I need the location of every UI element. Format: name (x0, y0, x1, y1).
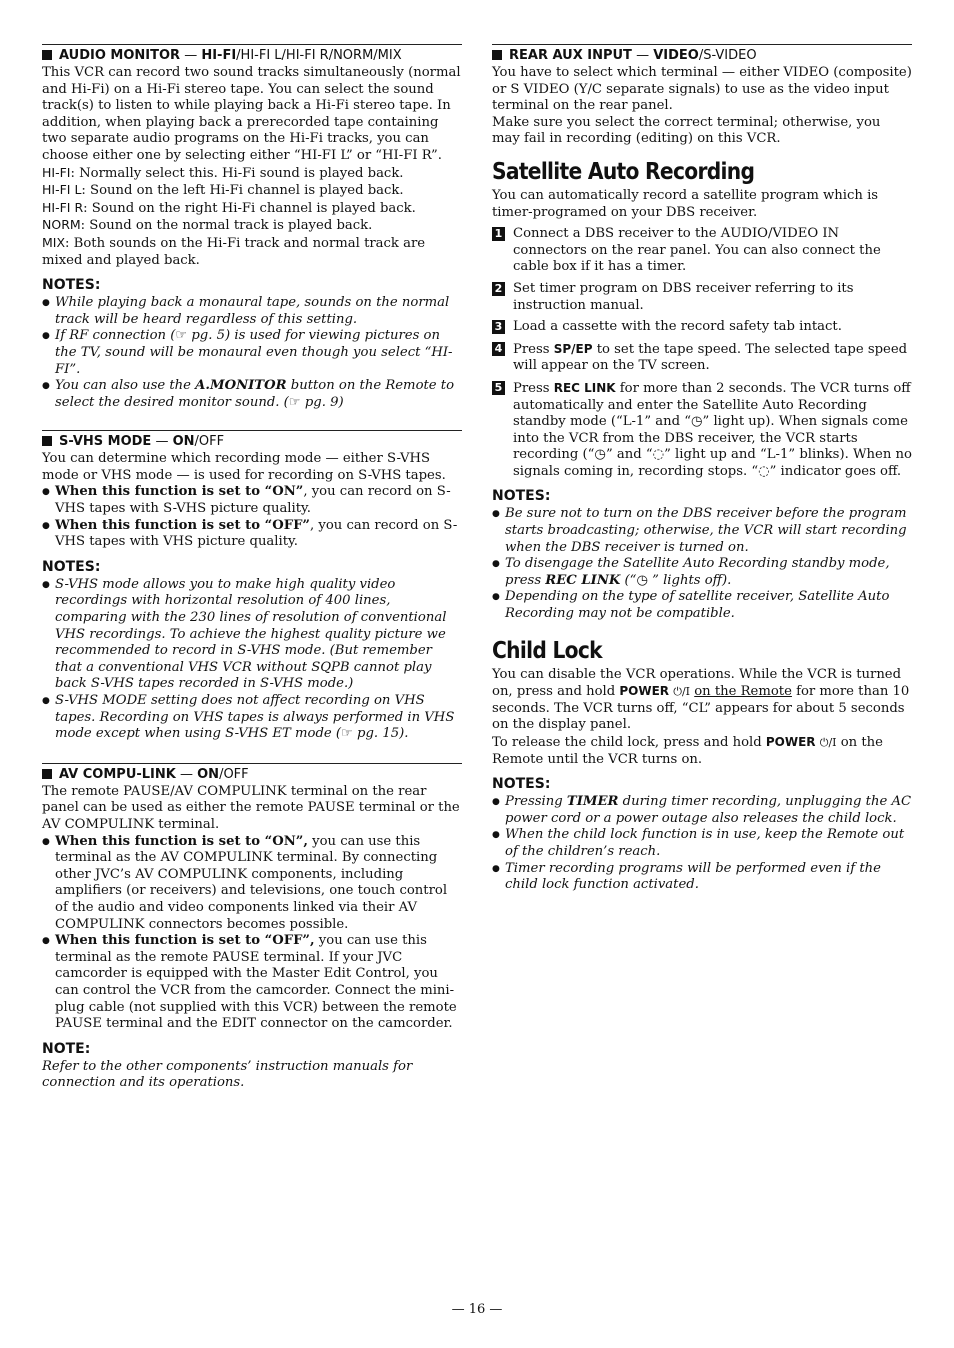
term-hifi: HI-FI: Normally select this. Hi-Fi sound is played back. (42, 164, 404, 181)
av-compulink-heading: AV COMPU-LINK — ON/OFF (42, 763, 462, 783)
term-hifi-l: HI-FI L: Sound on the left Hi-Fi channel is played back. (42, 182, 404, 199)
satellite-step-1: 1 Connect a DBS receiver to the AUDIO/VIDEO IN connectors on the rear panel. You can also connect the cable box if it has a timer. (492, 226, 912, 276)
rear-aux-para-2: Make sure you select the correct terminal; otherwise, you may fail in recording (editing) on this VCR. (492, 114, 881, 147)
satellite-note-1: ● Be sure not to turn on the DBS receiver before the program starts broadcasting; otherwise, the VCR will start recording when the DBS receiver is turned on. (492, 506, 912, 556)
sat-indicator-icon: ◌ (652, 447, 665, 463)
satellite-step-5: 5 Press REC LINK for more than 2 seconds. The VCR turns off automatically and enter the Satellite Auto Recording standby mode (“L-1” and “◷” light up). When signals come into the VCR from the DBS receiver, the VCR starts recording (“◷” and “◌” light up and “L-1” blinks). When no signals coming in, recording stops. “◌” indicator goes off. (492, 380, 912, 481)
step-number: 4 (492, 342, 505, 356)
av-compulink-note: Refer to the other components’ instruction manuals for connection and its operations. (42, 1058, 413, 1091)
step-number: 1 (492, 227, 505, 241)
satellite-step-3: 3 Load a cassette with the record safety tab intact. (492, 319, 912, 336)
av-compulink-bullet-on: ● When this function is set to “ON”, you can use this terminal as the AV COMPULINK terminal. By connecting other JVC’s AV COMPULINK components, including amplifiers (or receivers) and televisions, one touch control of the audio and video components linked via their AV COMPULINK connectors becomes possible. (42, 834, 462, 934)
timer-icon: ◷ (636, 572, 648, 588)
child-lock-notes-heading: NOTES: (492, 776, 551, 793)
square-bullet-icon (42, 436, 52, 446)
satellite-note-2: ● To disengage the Satellite Auto Recording standby mode, press REC LINK (“◷ ” lights off). (492, 556, 912, 589)
page-number: — 16 — (451, 1302, 503, 1317)
timer-icon: ◷ (691, 414, 703, 430)
square-bullet-icon (42, 50, 52, 60)
square-bullet-icon (42, 769, 52, 779)
child-lock-para-2: To release the child lock, press and hold POWER ⏻/I on the Remote until the VCR turns on. (492, 735, 883, 767)
audio-note-2: ● If RF connection (☞ pg. 5) is used for viewing pictures on the TV, sound will be monaural even though you select “HI-FI”. (42, 328, 462, 378)
av-compulink-bullet-off: ● When this function is set to “OFF”, you can use this terminal as the remote PAUSE terminal. If your JVC camcorder is equipped with the Master Edit Control, you can control the VCR from the camcorder. Connect the mini-plug cable (not supplied with this VCR) between the remote PAUSE terminal and the EDIT connector on the camcorder. (42, 933, 462, 1033)
av-compulink-intro: The remote PAUSE/AV COMPULINK terminal on the rear panel can be used as either the remote PAUSE terminal or the AV COMPULINK terminal. (42, 783, 460, 832)
power-icon: ⏻/I (673, 685, 691, 699)
audio-monitor-intro: This VCR can record two sound tracks simultaneously (normal and Hi-Fi) on a Hi-Fi stereo tape. You can select the sound track(s) to listen to while playing back a Hi-Fi stereo tape. In addition, when playing back a prerecorded tape containing two separate audio programs on the Hi-Fi tracks, you can choose either one by selecting either “HI-FI L” or “HI-FI R”. (42, 65, 461, 163)
svhs-notes-heading: NOTES: (42, 558, 101, 575)
step-number: 3 (492, 320, 505, 334)
audio-monitor-options: /HI-FI L/HI-FI R/NORM/MIX (236, 48, 402, 63)
child-lock-note-1: ● Pressing TIMER during timer recording, unplugging the AC power cord or a power outage also releases the child lock. (492, 794, 912, 827)
svhs-mode-heading: S-VHS MODE — ON/OFF (42, 430, 462, 450)
child-lock-para-1: You can disable the VCR operations. While the VCR is turned on, press and hold POWER ⏻/I on the Remote for more than 10 seconds. The VCR turns off, “CL” appears for about 5 seconds on the display panel. (492, 666, 910, 733)
child-lock-note-3: ● Timer recording programs will be performed even if the child lock function activated. (492, 861, 912, 894)
audio-note-1: ● While playing back a monaural tape, sounds on the normal track will be heard regardless of this setting. (42, 295, 462, 328)
timer-icon: ◷ (594, 447, 606, 463)
svhs-bullet-off: ● When this function is set to “OFF”, you can record on S-VHS tapes with VHS picture quality. (42, 518, 462, 551)
svhs-bullet-on: ● When this function is set to “ON”, you can record on S-VHS tapes with S-VHS picture quality. (42, 484, 462, 517)
term-norm: NORM: Sound on the normal track is played back. (42, 217, 373, 234)
audio-notes-heading: NOTES: (42, 277, 101, 294)
rear-aux-para-1: You have to select which terminal — either VIDEO (composite) or S VIDEO (Y/C separate signals) to use as the video input terminal on the rear panel. (492, 65, 912, 114)
av-compulink-note-heading: NOTE: (42, 1040, 91, 1057)
step-number: 2 (492, 282, 505, 296)
audio-monitor-title: AUDIO MONITOR (59, 48, 181, 63)
audio-monitor-default: HI-FI (201, 48, 237, 63)
sat-indicator-icon: ◌ (758, 463, 770, 479)
audio-note-3: ● You can also use the A.MONITOR button on the Remote to select the desired monitor sound. (☞ pg. 9) (42, 378, 462, 411)
step-number: 5 (492, 381, 505, 395)
satellite-heading: Satellite Auto Recording (492, 158, 755, 185)
term-hifi-r: HI-FI R: Sound on the right Hi-Fi channel is played back. (42, 199, 416, 216)
left-column (42, 44, 462, 1092)
rear-aux-heading: REAR AUX INPUT — VIDEO/S-VIDEO (492, 44, 912, 64)
svhs-note-1: ● S-VHS mode allows you to make high quality video recordings with horizontal resolution of 400 lines, comparing with the 230 lines of resolution of conventional VHS recordings. To achieve the highest quality picture we recommended to record in S-VHS mode. (But remember that a conventional VHS VCR without SQPB cannot play back S-VHS tapes recorded in S-VHS mode.) (42, 577, 462, 693)
term-mix: MIX: Both sounds on the Hi-Fi track and normal track are mixed and played back. (42, 234, 426, 268)
child-lock-heading: Child Lock (492, 637, 602, 664)
pointer-icon: ☞ (175, 328, 188, 344)
satellite-intro: You can automatically record a satellite program which is timer-programed on your DBS receiver. (492, 187, 879, 220)
svhs-note-2: ● S-VHS MODE setting does not affect recording on VHS tapes. Recording on VHS tapes is always performed in VHS mode except when using S-VHS ET mode (☞ pg. 15). (42, 693, 462, 743)
child-lock-note-2: ● When the child lock function is in use, keep the Remote out of the children’s reach. (492, 827, 912, 860)
satellite-notes-heading: NOTES: (492, 488, 551, 505)
svhs-intro: You can determine which recording mode — either S-VHS mode or VHS mode — is used for recording on S-VHS tapes. (42, 451, 446, 483)
audio-monitor-heading: AUDIO MONITOR — HI-FI/HI-FI L/HI-FI R/NORM/MIX (42, 44, 462, 64)
satellite-step-2: 2 Set timer program on DBS receiver referring to its instruction manual. (492, 281, 912, 314)
pointer-icon: ☞ (288, 394, 301, 410)
satellite-note-3: ● Depending on the type of satellite receiver, Satellite Auto Recording may not be compatible. (492, 589, 912, 622)
pointer-icon: ☞ (341, 726, 353, 742)
satellite-step-4: 4 Press SP/EP to set the tape speed. The selected tape speed will appear on the TV screen. (492, 341, 912, 375)
square-bullet-icon (492, 50, 502, 60)
right-column (492, 44, 912, 894)
power-icon: ⏻/I (819, 736, 837, 749)
